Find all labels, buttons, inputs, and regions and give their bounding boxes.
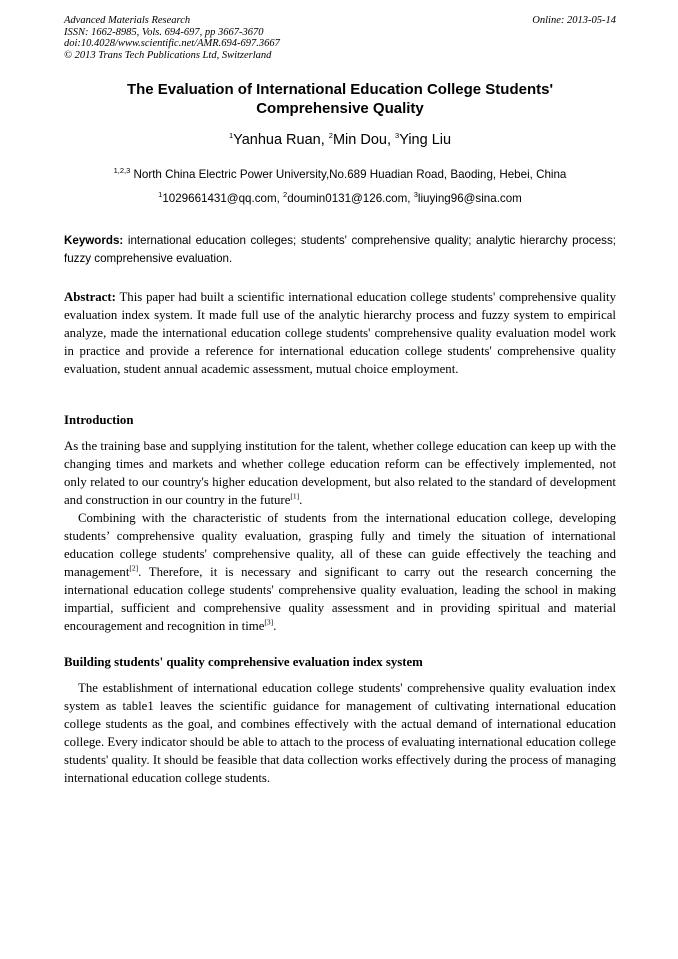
keywords-text: international education colleges; students' comprehensive quality; analytic hierarchy process; fuzzy comprehensive evaluation. bbox=[64, 234, 616, 265]
abstract-block bbox=[64, 288, 616, 378]
keywords-label: Keywords: bbox=[64, 234, 124, 247]
email-1[interactable]: 1029661431@qq.com, bbox=[162, 192, 284, 205]
intro-p2-text-b: . Therefore, it is necessary and significant to carry out the research concerning the international education college students' comprehensive quality evaluation, leading the school in making impartial, sufficient and comprehensive quality assessment and in providing spiritual and material encouragement and recognition in time bbox=[64, 565, 616, 633]
ref-3: [3] bbox=[264, 617, 274, 627]
intro-paragraph-1 bbox=[64, 437, 616, 509]
email-3-sup: 3 bbox=[413, 190, 418, 200]
email-2[interactable]: doumin0131@126.com, bbox=[287, 192, 414, 205]
affiliation-text: North China Electric Power University,No.689 Huadian Road, Baoding, Hebei, China bbox=[130, 168, 567, 181]
author-1-sup: 1 bbox=[228, 131, 234, 141]
introduction-body bbox=[64, 437, 616, 635]
abstract-label: Abstract: bbox=[64, 290, 116, 304]
journal-name: Advanced Materials Research bbox=[64, 15, 191, 26]
intro-paragraph-2 bbox=[64, 509, 616, 635]
issn-line: ISSN: 1662-8985, Vols. 694-697, pp 3667-3670 bbox=[64, 26, 264, 38]
online-date: Online: 2013-05-14 bbox=[532, 15, 616, 26]
affiliation bbox=[64, 168, 616, 182]
introduction-heading: Introduction bbox=[64, 413, 134, 427]
ref-2: [2] bbox=[129, 563, 139, 573]
author-list bbox=[64, 131, 616, 149]
author-2: Min Dou, bbox=[332, 132, 396, 148]
keywords-block bbox=[64, 232, 616, 268]
author-2-sup: 2 bbox=[328, 131, 333, 141]
building-heading: Building students' quality comprehensive evaluation index system bbox=[64, 655, 423, 669]
affiliation-sup: 1,2,3 bbox=[113, 166, 131, 176]
author-3-sup: 3 bbox=[395, 131, 400, 141]
email-3[interactable]: liuying96@sina.com bbox=[417, 192, 522, 205]
email-list bbox=[64, 192, 616, 206]
journal-header bbox=[64, 15, 616, 61]
email-1-sup: 1 bbox=[158, 190, 163, 200]
intro-p2-end: . bbox=[273, 619, 277, 633]
email-2-sup: 2 bbox=[283, 190, 288, 200]
intro-p2-text-a: Combining with the characteristic of students from the international education college, developing students’ comprehensive quality evaluation, grasping fully and timely the situation of international education college students' comprehensive quality, all of these can guide effectively the teaching and management bbox=[64, 511, 616, 579]
paper-title bbox=[64, 80, 616, 118]
title-line-1: The Evaluation of International Education College Students' bbox=[126, 81, 554, 98]
intro-p1-end: . bbox=[299, 493, 303, 507]
copyright-line: © 2013 Trans Tech Publications Ltd, Switzerland bbox=[64, 49, 272, 61]
abstract-text: This paper had built a scientific international education college students' comprehensive quality evaluation index system. It made full use of the analytic hierarchy process and fuzzy system to empirical analyze, made the international education college students' comprehensive quality evaluation model work in practice and provide a reference for international education college students' comprehensive quality evaluation, student annual academic assessment, mutual choice employment. bbox=[64, 290, 616, 376]
title-line-2: Comprehensive Quality bbox=[256, 100, 424, 117]
doi-line: doi:10.4028/www.scientific.net/AMR.694-697.3667 bbox=[64, 38, 280, 50]
author-1: Yanhua Ruan, bbox=[233, 132, 329, 148]
building-body bbox=[64, 679, 616, 787]
author-3: Ying Liu bbox=[399, 132, 452, 148]
intro-p1-text: As the training base and supplying institution for the talent, whether college education can keep up with the changing times and markets and whether college education reform can be effectively implemented, not only related to our country's higher education development, but also related to the standard of development and construction in our country in the future bbox=[64, 439, 616, 507]
ref-1: [1] bbox=[290, 491, 300, 501]
building-paragraph-1: The establishment of international education college students' comprehensive quality evaluation index system as table1 leaves the scientific guidance for management of cultivating international education college students as the goal, and combines effectively with the actual demand of international education college. Every indicator should be able to attach to the process of evaluating international education college students' quality. It should be feasible that data collection works effectively during the process of managing international education college students. bbox=[64, 681, 616, 785]
